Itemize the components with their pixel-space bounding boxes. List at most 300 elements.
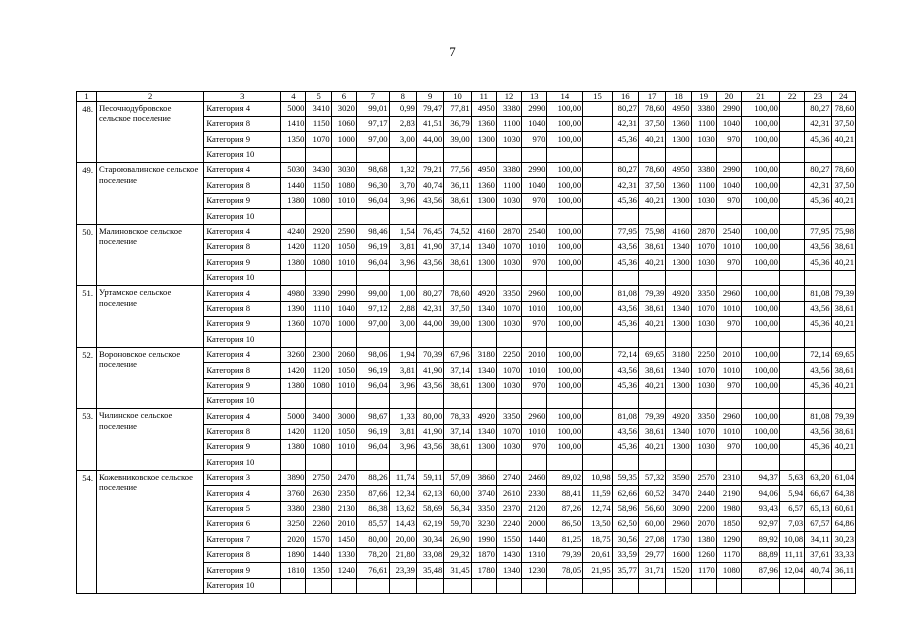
category-cell: Категория 9	[204, 378, 281, 393]
value-cell: 99,01	[356, 101, 389, 116]
value-cell	[496, 332, 521, 347]
value-cell	[716, 455, 741, 470]
value-cell	[805, 578, 831, 593]
value-cell: 40,21	[638, 193, 665, 208]
value-cell: 1340	[666, 301, 691, 316]
value-cell: 96,04	[356, 378, 389, 393]
value-cell: 58,96	[612, 501, 638, 516]
value-cell: 1380	[691, 532, 716, 547]
value-cell	[583, 316, 612, 331]
value-cell: 100,00	[742, 101, 780, 116]
value-cell	[281, 393, 306, 408]
value-cell: 5000	[281, 101, 306, 116]
value-cell: 2010	[716, 347, 741, 362]
value-cell: 2010	[331, 517, 356, 532]
value-cell: 1080	[716, 563, 741, 578]
value-cell	[612, 147, 638, 162]
value-cell: 78,60	[831, 101, 855, 116]
category-cell: Категория 9	[204, 440, 281, 455]
value-cell	[356, 209, 389, 224]
value-cell	[389, 393, 416, 408]
value-cell: 1300	[471, 316, 496, 331]
value-cell: 93,43	[742, 501, 780, 516]
value-cell: 21,80	[389, 547, 416, 562]
value-cell: 0,99	[389, 101, 416, 116]
value-cell	[281, 332, 306, 347]
value-cell: 2370	[496, 501, 521, 516]
category-cell: Категория 9	[204, 255, 281, 270]
value-cell: 1120	[306, 363, 331, 378]
value-cell	[666, 270, 691, 285]
value-cell	[805, 209, 831, 224]
value-cell: 1360	[666, 178, 691, 193]
value-cell: 100,00	[742, 301, 780, 316]
value-cell	[742, 270, 780, 285]
value-cell: 2060	[331, 347, 356, 362]
value-cell: 1420	[281, 240, 306, 255]
value-cell	[522, 578, 547, 593]
value-cell: 81,08	[805, 286, 831, 301]
value-cell: 58,69	[416, 501, 443, 516]
category-cell: Категория 9	[204, 132, 281, 147]
category-cell: Категория 4	[204, 286, 281, 301]
row-index: 50.	[77, 224, 97, 286]
value-cell: 1040	[331, 301, 356, 316]
value-cell	[583, 363, 612, 378]
value-cell	[638, 332, 665, 347]
value-cell	[779, 347, 804, 362]
value-cell: 98,46	[356, 224, 389, 239]
value-cell: 100,00	[547, 255, 583, 270]
value-cell: 3,81	[389, 363, 416, 378]
value-cell: 62,13	[416, 486, 443, 501]
value-cell: 35,48	[416, 563, 443, 578]
value-cell	[583, 240, 612, 255]
table-row	[77, 224, 856, 239]
value-cell: 39,00	[444, 316, 471, 331]
value-cell: 97,17	[356, 116, 389, 131]
value-cell: 92,97	[742, 517, 780, 532]
value-cell	[331, 393, 356, 408]
value-cell: 40,21	[638, 132, 665, 147]
value-cell: 1380	[281, 255, 306, 270]
value-cell: 4920	[666, 286, 691, 301]
value-cell: 37,50	[831, 116, 855, 131]
value-cell: 62,19	[416, 517, 443, 532]
value-cell: 97,00	[356, 132, 389, 147]
value-cell: 1010	[716, 301, 741, 316]
value-cell: 30,23	[831, 532, 855, 547]
value-cell: 3020	[331, 101, 356, 116]
row-index: 52.	[77, 347, 97, 409]
category-cell: Категория 9	[204, 563, 281, 578]
value-cell: 1340	[666, 240, 691, 255]
value-cell: 2990	[716, 163, 741, 178]
value-cell: 78,60	[638, 101, 665, 116]
value-cell: 100,00	[742, 224, 780, 239]
value-cell: 80,27	[805, 163, 831, 178]
value-cell: 2130	[331, 501, 356, 516]
value-cell	[831, 578, 855, 593]
value-cell: 3,81	[389, 424, 416, 439]
value-cell: 3350	[496, 409, 521, 424]
category-cell: Категория 4	[204, 163, 281, 178]
table-row	[77, 470, 856, 485]
value-cell: 40,21	[831, 440, 855, 455]
value-cell: 3,96	[389, 440, 416, 455]
value-cell: 4920	[471, 409, 496, 424]
value-cell: 1240	[331, 563, 356, 578]
value-cell: 86,38	[356, 501, 389, 516]
value-cell: 3430	[306, 163, 331, 178]
value-cell: 1380	[281, 440, 306, 455]
value-cell: 78,60	[444, 286, 471, 301]
value-cell: 100,00	[742, 193, 780, 208]
value-cell: 2020	[281, 532, 306, 547]
value-cell: 1010	[331, 255, 356, 270]
value-cell	[831, 270, 855, 285]
value-cell: 37,14	[444, 424, 471, 439]
value-cell: 1010	[331, 193, 356, 208]
value-cell: 43,56	[416, 440, 443, 455]
category-cell: Категория 5	[204, 501, 281, 516]
value-cell: 37,14	[444, 240, 471, 255]
column-number-cell: 24	[831, 92, 855, 102]
value-cell: 67,57	[805, 517, 831, 532]
value-cell: 2740	[496, 470, 521, 485]
value-cell: 99,00	[356, 286, 389, 301]
value-cell: 96,19	[356, 424, 389, 439]
value-cell	[583, 332, 612, 347]
value-cell	[583, 424, 612, 439]
value-cell: 38,61	[444, 440, 471, 455]
value-cell: 970	[522, 132, 547, 147]
value-cell: 1030	[691, 132, 716, 147]
value-cell: 1,33	[389, 409, 416, 424]
value-cell: 1110	[306, 301, 331, 316]
row-index: 48.	[77, 101, 97, 163]
value-cell	[583, 301, 612, 316]
value-cell	[281, 270, 306, 285]
value-cell	[691, 455, 716, 470]
value-cell: 3350	[496, 286, 521, 301]
value-cell: 2330	[522, 486, 547, 501]
value-cell: 2570	[691, 470, 716, 485]
value-cell	[331, 455, 356, 470]
value-cell	[779, 178, 804, 193]
value-cell	[389, 332, 416, 347]
value-cell: 38,61	[638, 240, 665, 255]
value-cell	[583, 440, 612, 455]
value-cell: 1340	[471, 301, 496, 316]
value-cell: 2630	[306, 486, 331, 501]
value-cell: 100,00	[547, 440, 583, 455]
row-index: 53.	[77, 409, 97, 471]
value-cell: 61,04	[831, 470, 855, 485]
value-cell	[612, 455, 638, 470]
value-cell: 100,00	[547, 347, 583, 362]
value-cell: 81,25	[547, 532, 583, 547]
value-cell: 3590	[666, 470, 691, 485]
value-cell: 100,00	[547, 116, 583, 131]
value-cell: 2960	[716, 409, 741, 424]
value-cell: 1300	[666, 132, 691, 147]
value-cell: 31,45	[444, 563, 471, 578]
value-cell: 100,00	[742, 178, 780, 193]
value-cell: 37,14	[444, 363, 471, 378]
category-cell: Категория 9	[204, 316, 281, 331]
value-cell: 100,00	[547, 132, 583, 147]
value-cell: 970	[522, 440, 547, 455]
category-cell: Категория 6	[204, 517, 281, 532]
value-cell	[583, 409, 612, 424]
column-number-cell: 18	[666, 92, 691, 102]
value-cell	[638, 147, 665, 162]
value-cell	[444, 147, 471, 162]
value-cell: 30,56	[612, 532, 638, 547]
column-number-cell: 21	[742, 92, 780, 102]
value-cell: 1230	[522, 563, 547, 578]
value-cell	[612, 270, 638, 285]
value-cell: 45,36	[612, 378, 638, 393]
table-row	[77, 101, 856, 116]
value-cell: 3410	[306, 101, 331, 116]
value-cell	[583, 132, 612, 147]
value-cell	[779, 101, 804, 116]
category-cell: Категория 8	[204, 301, 281, 316]
tariff-table	[76, 91, 856, 594]
value-cell: 1420	[281, 424, 306, 439]
value-cell: 1600	[666, 547, 691, 562]
value-cell: 45,36	[612, 316, 638, 331]
value-cell	[306, 393, 331, 408]
value-cell: 1170	[691, 563, 716, 578]
value-cell	[583, 209, 612, 224]
value-cell	[281, 455, 306, 470]
value-cell: 1000	[331, 316, 356, 331]
value-cell: 1150	[306, 116, 331, 131]
value-cell: 1520	[666, 563, 691, 578]
value-cell: 96,04	[356, 193, 389, 208]
value-cell	[612, 209, 638, 224]
value-cell: 29,32	[444, 547, 471, 562]
value-cell	[779, 193, 804, 208]
table-body	[77, 92, 856, 594]
value-cell: 37,50	[638, 116, 665, 131]
value-cell: 87,26	[547, 501, 583, 516]
value-cell	[547, 270, 583, 285]
value-cell	[471, 209, 496, 224]
value-cell: 43,56	[612, 424, 638, 439]
value-cell: 970	[522, 255, 547, 270]
value-cell: 45,36	[805, 193, 831, 208]
value-cell: 100,00	[742, 132, 780, 147]
value-cell: 44,00	[416, 316, 443, 331]
value-cell	[716, 209, 741, 224]
value-cell: 2310	[716, 470, 741, 485]
value-cell: 81,08	[612, 286, 638, 301]
value-cell: 1080	[306, 378, 331, 393]
value-cell: 77,95	[805, 224, 831, 239]
value-cell: 3090	[666, 501, 691, 516]
value-cell	[666, 332, 691, 347]
value-cell	[356, 270, 389, 285]
value-cell: 1450	[331, 532, 356, 547]
value-cell	[716, 270, 741, 285]
value-cell: 1070	[691, 424, 716, 439]
value-cell: 97,00	[356, 316, 389, 331]
value-cell: 2870	[691, 224, 716, 239]
value-cell: 1300	[471, 440, 496, 455]
value-cell	[496, 578, 521, 593]
value-cell	[496, 455, 521, 470]
value-cell	[547, 209, 583, 224]
column-number-cell: 5	[306, 92, 331, 102]
value-cell: 80,00	[356, 532, 389, 547]
column-number-cell: 15	[583, 92, 612, 102]
value-cell: 1010	[716, 240, 741, 255]
value-cell	[779, 578, 804, 593]
value-cell: 3,96	[389, 255, 416, 270]
value-cell: 4980	[281, 286, 306, 301]
column-number-cell: 3	[204, 92, 281, 102]
value-cell: 100,00	[742, 255, 780, 270]
settlement-name: Вороновское сельское поселение	[97, 347, 204, 409]
value-cell	[331, 332, 356, 347]
value-cell: 75,98	[831, 224, 855, 239]
column-number-cell: 10	[444, 92, 471, 102]
value-cell	[691, 147, 716, 162]
value-cell: 80,00	[416, 409, 443, 424]
value-cell: 100,00	[547, 178, 583, 193]
category-cell: Категория 8	[204, 116, 281, 131]
value-cell	[779, 224, 804, 239]
value-cell: 33,08	[416, 547, 443, 562]
value-cell: 1150	[306, 178, 331, 193]
value-cell: 45,36	[805, 440, 831, 455]
settlement-name: Кожевниковское сельское поселение	[97, 470, 204, 593]
value-cell: 2610	[496, 486, 521, 501]
value-cell: 1040	[522, 178, 547, 193]
value-cell	[779, 393, 804, 408]
value-cell	[583, 347, 612, 362]
value-cell: 62,50	[612, 517, 638, 532]
value-cell: 1300	[666, 440, 691, 455]
value-cell: 78,33	[444, 409, 471, 424]
column-number-cell: 7	[356, 92, 389, 102]
value-cell: 80,27	[416, 286, 443, 301]
value-cell: 38,61	[444, 255, 471, 270]
value-cell: 89,92	[742, 532, 780, 547]
value-cell: 40,21	[638, 378, 665, 393]
value-cell: 1360	[471, 178, 496, 193]
value-cell: 60,00	[638, 517, 665, 532]
value-cell: 79,39	[831, 286, 855, 301]
category-cell: Категория 10	[204, 455, 281, 470]
value-cell: 1300	[471, 255, 496, 270]
value-cell	[389, 209, 416, 224]
value-cell: 1300	[666, 316, 691, 331]
value-cell	[638, 578, 665, 593]
value-cell: 79,39	[831, 409, 855, 424]
value-cell: 1350	[306, 563, 331, 578]
value-cell: 36,11	[831, 563, 855, 578]
value-cell: 59,11	[416, 470, 443, 485]
value-cell: 70,39	[416, 347, 443, 362]
value-cell	[666, 393, 691, 408]
value-cell: 100,00	[742, 316, 780, 331]
value-cell: 3250	[281, 517, 306, 532]
value-cell: 1,00	[389, 286, 416, 301]
value-cell: 1070	[496, 424, 521, 439]
value-cell: 3,00	[389, 316, 416, 331]
value-cell: 75,98	[638, 224, 665, 239]
value-cell	[547, 578, 583, 593]
value-cell: 4950	[666, 101, 691, 116]
value-cell	[742, 393, 780, 408]
value-cell: 1440	[522, 532, 547, 547]
value-cell	[416, 578, 443, 593]
value-cell: 80,27	[612, 163, 638, 178]
value-cell: 56,60	[638, 501, 665, 516]
value-cell: 100,00	[547, 409, 583, 424]
value-cell	[742, 332, 780, 347]
value-cell: 100,00	[547, 163, 583, 178]
value-cell: 40,21	[638, 440, 665, 455]
value-cell: 34,11	[805, 532, 831, 547]
value-cell: 12,34	[389, 486, 416, 501]
value-cell: 1080	[306, 440, 331, 455]
value-cell: 69,65	[638, 347, 665, 362]
value-cell: 1050	[331, 424, 356, 439]
value-cell	[742, 578, 780, 593]
value-cell: 56,34	[444, 501, 471, 516]
value-cell: 38,61	[638, 363, 665, 378]
value-cell	[356, 147, 389, 162]
value-cell: 1030	[496, 132, 521, 147]
value-cell: 38,61	[638, 301, 665, 316]
value-cell: 10,08	[779, 532, 804, 547]
value-cell: 62,66	[612, 486, 638, 501]
value-cell	[306, 209, 331, 224]
value-cell	[779, 240, 804, 255]
value-cell: 1010	[522, 240, 547, 255]
value-cell: 1030	[496, 255, 521, 270]
value-cell: 30,34	[416, 532, 443, 547]
value-cell	[306, 147, 331, 162]
column-number-cell: 11	[471, 92, 496, 102]
column-number-cell: 17	[638, 92, 665, 102]
column-number-cell: 6	[331, 92, 356, 102]
value-cell: 65,13	[805, 501, 831, 516]
value-cell: 1340	[666, 424, 691, 439]
value-cell	[831, 332, 855, 347]
value-cell	[805, 270, 831, 285]
value-cell: 1030	[496, 316, 521, 331]
settlement-name: Чилинское сельское поселение	[97, 409, 204, 471]
value-cell: 40,21	[831, 316, 855, 331]
value-cell: 96,04	[356, 255, 389, 270]
value-cell	[306, 455, 331, 470]
value-cell: 88,26	[356, 470, 389, 485]
value-cell: 13,50	[583, 517, 612, 532]
value-cell: 970	[716, 255, 741, 270]
value-cell	[547, 393, 583, 408]
value-cell	[583, 116, 612, 131]
value-cell: 81,08	[805, 409, 831, 424]
value-cell: 2440	[691, 486, 716, 501]
value-cell: 2250	[691, 347, 716, 362]
